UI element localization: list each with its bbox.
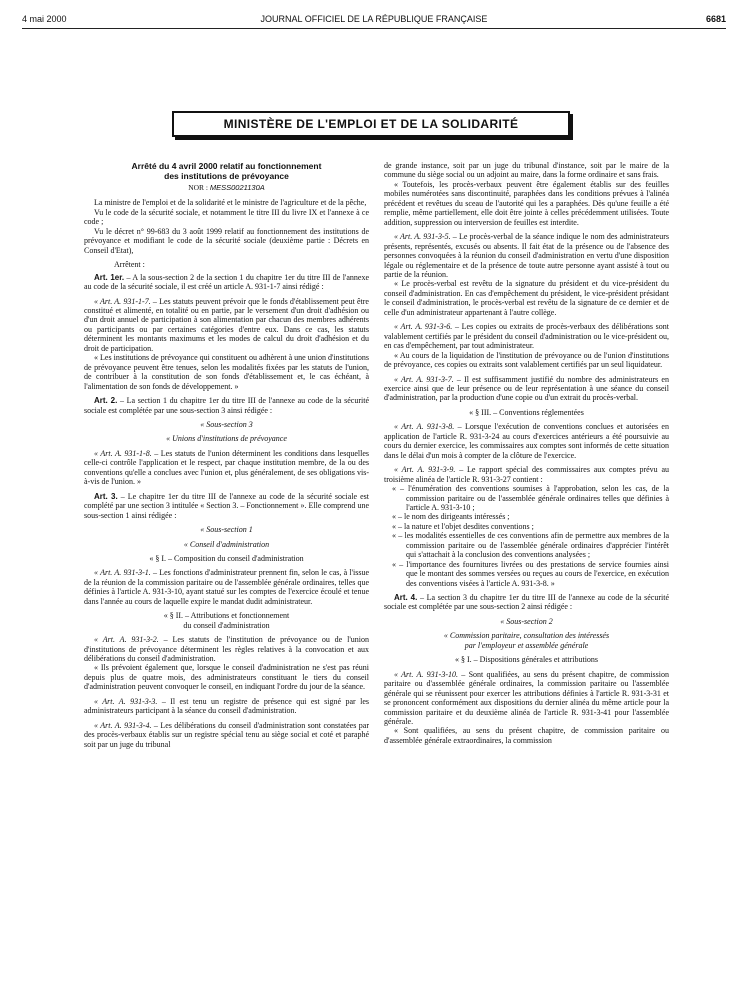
header-page-number: 6681 (705, 14, 726, 24)
article-a931-3-7-text: – Il est suffisamment justifié du nombre des administrateurs en exercice ainsi que de leur présence ou de leur représentation à une séance du conseil d'administration, par la production d'une copie ou d'un extrait du procès-verbal. (384, 374, 669, 403)
article-4-text: – La section 3 du chapitre 1er du titre III de l'annexe au code de la sécurité sociale est complétée par une sous-section 2 ainsi rédigée : (384, 593, 669, 612)
article-3 (84, 492, 369, 520)
header-journal-title: JOURNAL OFFICIEL DE LA RÉPUBLIQUE FRANÇAISE (260, 14, 488, 24)
article-a931-3-5-label: « Art. A. 931-3-5. (394, 232, 451, 242)
subsection-2-subtitle-line-1: « Commission paritaire, consultation des intéressés (443, 631, 610, 641)
subsection-2-subtitle-line-2: par l'employeur et assemblée générale (464, 640, 589, 650)
article-a931-3-6 (384, 322, 669, 350)
nor-code: MESS0021130A (209, 183, 265, 192)
subsection-1-title (84, 525, 369, 534)
article-a931-3-4-label: « Art. A. 931-3-4. (94, 720, 152, 730)
article-a931-3-4 (84, 721, 369, 749)
subsection-1-title-text: « Sous-section 1 (200, 525, 253, 535)
article-a931-3-2-text: – Les statuts de l'institution de prévoyance ou de l'union d'institutions de prévoyance déterminent les règles relatives à la convocation et aux délibérations du conseil d'administration. (84, 635, 369, 664)
right-column (384, 161, 669, 983)
section-ii-heading-line-2: du conseil d'administration (183, 620, 270, 630)
article-a931-3-8-label: « Art. A. 931-3-8. (394, 422, 455, 432)
paragraph-toutefois: « Toutefois, les procès-verbaux peuvent être également établis sur des feuilles mobiles numérotées sans discontinuité, paraphées dans les conditions prévues à l'alinéa précédent et revêtues du sceau de l'autorité qui les a paraphées. Dès qu'une feuille a été remplie, même partiellement, elle doit être jointe à celles précédemment utilisées. Toute addition, suppression ou interversion de feuilles est interdite. (384, 179, 669, 227)
article-a931-1-8-text: – Les statuts de l'union déterminent les conditions dans lesquelles celle-ci contrôle l'application et le respect, par chaque institution membre, de la ou des conventions qu'elle a conclues avec l'union et, plus généralement, de ses obligations vis-à-vis de l'union. » (84, 448, 369, 487)
decree-title-line-1: Arrêté du 4 avril 2000 relatif au fonctionnement (131, 161, 322, 171)
article-4-label: Art. 4. (394, 593, 418, 603)
subsection-1-subtitle-text: « Conseil d'administration (183, 539, 270, 549)
article-a931-3-7-label: « Art. A. 931-3-7. (394, 374, 454, 384)
header-rule (22, 28, 726, 29)
paragraph-vu-code: Vu le code de la sécurité sociale, et notamment le titre III du livre IX et l'annexe à ce code ; (84, 207, 369, 227)
article-2-text: – La section 1 du chapitre 1er du titre III de l'annexe au code de la sécurité sociale est complétée par une sous-section 3 ainsi rédigée : (84, 396, 369, 415)
subsection-1-subtitle (84, 540, 369, 549)
article-a931-3-1-label: « Art. A. 931-3-1. (94, 568, 151, 578)
subsection-3-title (84, 420, 369, 429)
paragraph-prevoient: « Ils prévoient également que, lorsque le conseil d'administration ne s'est pas réuni depuis plus de quatre mois, des administrateurs constituant le tiers du conseil d'administration peuvent convoquer le conseil, en indiquant l'ordre du jour de la séance. (84, 663, 369, 692)
article-a931-3-10 (384, 670, 669, 727)
article-a931-3-6-text: – Les copies ou extraits de procès-verbaux des délibérations sont valablement certifiés par le président du conseil d'administration ou le vice-président ou, en cas d'empêchement, par tout administrateur. (384, 322, 669, 351)
article-a931-3-10-label: « Art. A. 931-3-10. (394, 669, 458, 679)
article-a931-1-7-text: – Les statuts peuvent prévoir que le fonds d'établissement peut être constitué et alimenté, en totalité ou en partie, par le versement d'un droit d'adhésion ou d'un droit annuel de participation à son alimentation par chacun des membres adhérents ou participants ou par certaines catégories d'entre eux. Dans ce cas, les statuts déterminent les montants maximums et les modes de calcul du droit d'adhésion et du droit de participation. (84, 296, 369, 353)
article-a931-3-5 (384, 232, 669, 279)
article-a931-3-4-text: – Les délibérations du conseil d'administration sont constatées par des procès-verbaux établis sur un registre spécial tenu au siège social et coté et paraphé soit par un juge du tribunal (84, 720, 369, 749)
article-2 (84, 396, 369, 415)
list-item: « – la nature et l'objet desdites conventions ; (392, 521, 534, 531)
article-3-text: – Le chapitre 1er du titre III de l'annexe au code de la sécurité sociale est complété par une section 3 intitulée « Section 3. – Fonctionnement ». Elle comprend une sous-section 1 ainsi rédigée : (84, 491, 369, 520)
article-a931-3-7 (384, 375, 669, 403)
article-a931-3-3-text: – Il est tenu un registre de présence qui est signé par les administrateurs participant à la séance du conseil d'administration. (84, 696, 369, 716)
paragraph-institutions: « Les institutions de prévoyance qui constituent ou adhèrent à une union d'institutions de prévoyance peuvent être tenues, selon les modalités fixées par les statuts de l'union, de contribuer à la constitution de son fonds d'établissement et, le cas échéant, à l'alimentation de son fonds de développement. » (84, 353, 369, 391)
report-contents-list (384, 484, 669, 588)
list-item: « – l'énumération des conventions soumises à l'approbation, selon les cas, de la commission paritaire ou de l'assemblée générale ordinaires telles que définies à l'article A. 931-3-10 ; (392, 484, 669, 512)
article-a931-1-7 (84, 297, 369, 354)
article-2-label: Art. 2. (94, 396, 118, 406)
article-a931-3-2-label: « Art. A. 931-3-2. (94, 635, 159, 645)
article-a931-3-8-text: – Lorsque l'exécution de conventions conclues et autorisées en application de l'article R. 931-3-24 au cours d'exercices antérieurs a été poursuivie au cours du dernier exercice, les commissaires aux comptes sont informés de cette situation dans le délai d'un mois à compter de la clôture de l'exercice. (384, 422, 669, 460)
list-item: « – les modalités essentielles de ces conventions afin de permettre aux membres de la commission paritaire ou de l'assemblée générale ordinaires d'apprécier l'intérêt qui s'attachait à la conclusion des conventions analysées ; (392, 531, 669, 560)
subsection-3-subtitle (84, 434, 369, 443)
article-a931-3-9 (384, 465, 669, 484)
article-a931-3-3 (84, 697, 369, 716)
article-a931-3-2 (84, 635, 369, 663)
page-header (22, 14, 726, 28)
article-1 (84, 273, 369, 292)
ministry-banner: MINISTÈRE DE L'EMPLOI ET DE LA SOLIDARITÉ (172, 111, 570, 137)
section-i-heading: « § I. – Composition du conseil d'administration (149, 553, 304, 563)
section-ii-heading (84, 611, 369, 630)
article-a931-3-1-text: – Les fonctions d'administrateur prennent fin, selon le cas, à l'issue de la réunion de la commission paritaire ou de l'assemblée générale ordinaires, telles que définies à l'article A. 931-3-10, ayant statué sur les comptes de l'exercice écoulé et tenue dans l'année au cours de laquelle expire le mandat dudit administrateur. (84, 568, 369, 606)
list-item: « – le nom des dirigeants intéressés ; (392, 512, 510, 522)
section-iii-heading: « § III. – Conventions réglementées (469, 407, 584, 417)
article-a931-3-5-text: – Le procès-verbal de la séance indique le nom des administrateurs présents, représentés, excusés ou absents. Il fait état de la présence ou de l'absence des personnes convoquées à la réunion du conseil d'administration en vertu d'une disposition légale ou réglementaire et de la présence de toute autre personne ayant assisté à tout ou partie de la réunion. (384, 232, 669, 279)
nor-reference (84, 183, 369, 192)
article-a931-3-9-text: – Le rapport spécial des commissaires aux comptes prévu au troisième alinéa de l'article R. 931-3-27 contient : (384, 465, 669, 484)
paragraph-qualifiees: « Sont qualifiées, au sens du présent chapitre, de commission paritaire ou d'assemblée générale extraordinaires, la commission (384, 726, 669, 745)
article-a931-3-10-text: – Sont qualifiées, au sens du présent chapitre, de commission paritaire ou d'assemblée générale ordinaires, la commission paritaire ou l'assemblée générale qui se réunissent pour exercer les attributions définies à l'article R. 931-3-31 et se prononcent conformément aux dispositions du dernier alinéa du même article pour la commission paritaire et du deuxième alinéa de l'article R. 931-3-41 pour l'assemblée générale. (384, 669, 669, 727)
article-a931-3-3-label: « Art. A. 931-3-3. (94, 696, 158, 706)
paragraph-proces-verbal: « Le procès-verbal est revêtu de la signature du président et du vice-président du conseil d'administration. En cas d'empêchement du président, le vice-président présidant le conseil d'administration, le procès-verbal est revêtu de la signature de ce dernier et de celle d'un administrateur appartenant à l'autre collège. (384, 279, 669, 317)
nor-label: NOR : (188, 183, 208, 192)
paragraph-continuation: de grande instance, soit par un juge du tribunal d'instance, soit par le maire de la commune du siège social ou un adjoint au maire, dans la forme ordinaire et sans frais. (384, 161, 669, 180)
list-item: « – l'importance des fournitures livrées ou des prestations de service fournies ainsi que le montant des sommes versées ou reçues au cours de l'exercice, en exécution des conventions visées à l'article A. 931-3-8. » (392, 559, 669, 588)
paragraph-vu-decret: Vu le décret n° 99-683 du 3 août 1999 relatif au fonctionnement des institutions de prévoyance et modifiant le code de la sécurité sociale (deuxième partie : Décrets en Conseil d'Etat), (84, 226, 369, 255)
subsection-2-subtitle (384, 631, 669, 650)
article-a931-3-6-label: « Art. A. 931-3-6. (394, 322, 453, 332)
header-date: 4 mai 2000 (22, 14, 67, 24)
article-a931-1-8 (84, 449, 369, 487)
decree-title-line-2: des institutions de prévoyance (164, 171, 289, 181)
paragraph-liquidation: « Au cours de la liquidation de l'institution de prévoyance ou de l'union d'institutions de prévoyance, ces copies ou extraits sont valablement certifiés par un seul liquidateur. (384, 350, 669, 370)
section-i-general-heading: « § I. – Dispositions générales et attributions (454, 655, 599, 665)
article-3-label: Art. 3. (94, 491, 118, 501)
paragraph-ministers: La ministre de l'emploi et de la solidarité et le ministre de l'agriculture et de la pêche, (94, 198, 367, 208)
subsection-3-title-text: « Sous-section 3 (200, 419, 253, 429)
article-a931-3-1 (84, 568, 369, 606)
article-a931-3-9-label: « Art. A. 931-3-9. (394, 465, 456, 475)
article-4 (384, 593, 669, 612)
article-a931-1-7-label: « Art. A. 931-1-7. (94, 296, 151, 306)
subsection-3-subtitle-text: « Unions d'institutions de prévoyance (166, 434, 287, 444)
decree-title (84, 161, 369, 181)
arretent: Arrêtent : (114, 260, 145, 270)
subsection-2-title (384, 617, 669, 626)
article-1-label: Art. 1er. (94, 272, 125, 282)
left-column (84, 161, 369, 983)
section-ii-heading-line-1: « § II. – Attributions et fonctionnement (163, 611, 290, 621)
article-a931-3-8 (384, 422, 669, 460)
article-a931-1-8-label: « Art. A. 931-1-8. (94, 448, 152, 458)
subsection-2-title-text: « Sous-section 2 (500, 616, 553, 626)
article-1-text: – A la sous-section 2 de la section 1 du chapitre 1er du titre III de l'annexe au code de la sécurité sociale, il est créé un article A. 931-1-7 ainsi rédigé : (84, 272, 369, 292)
